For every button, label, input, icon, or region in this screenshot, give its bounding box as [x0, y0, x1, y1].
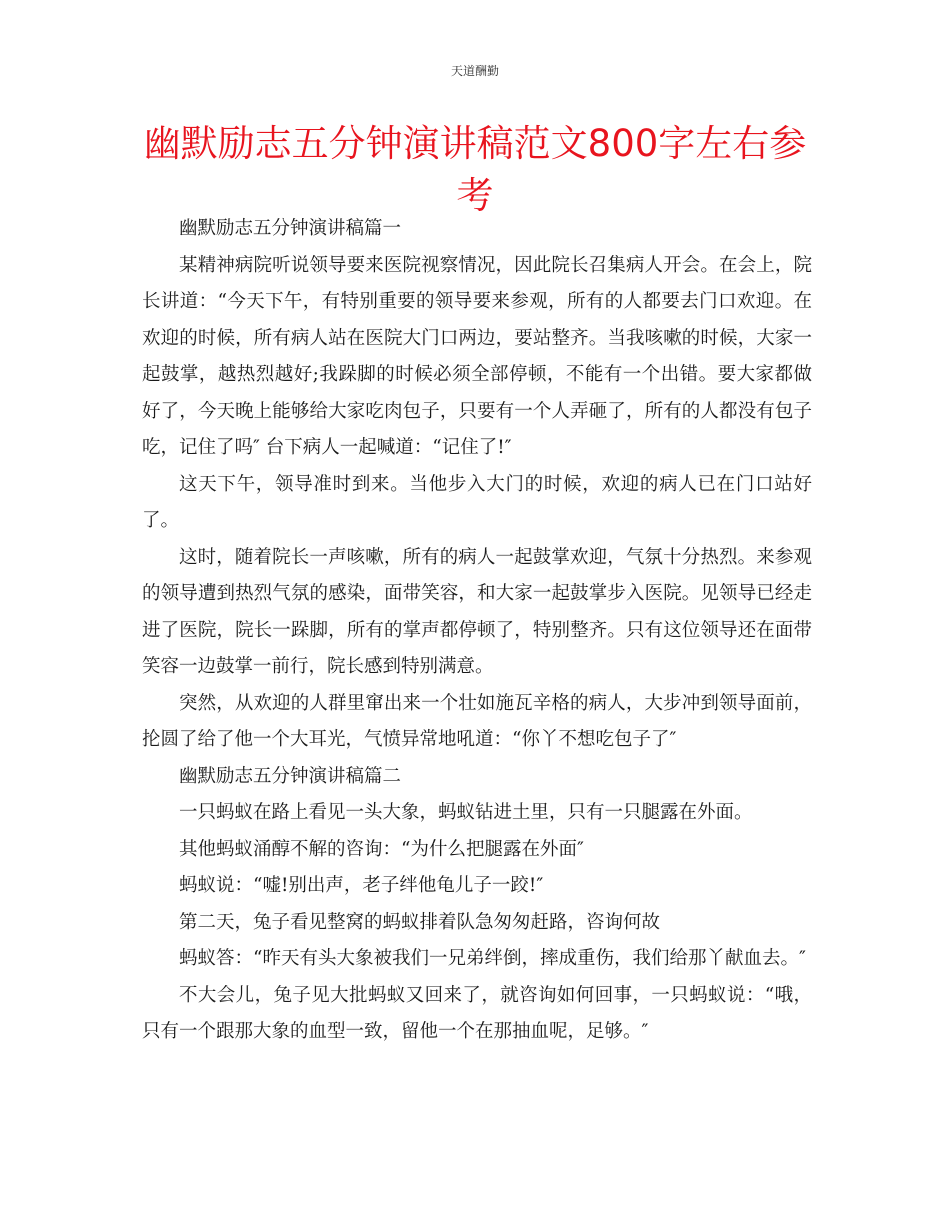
paragraph: 蚂蚁说：“嘘!别出声，老子绊他龟儿子一跤!″	[179, 875, 544, 896]
paragraph: 一只蚂蚁在路上看见一头大象，蚂蚁钻进土里，只有一只腿露在外面。	[179, 802, 753, 823]
paragraph: 不大会儿，兔子见大批蚂蚁又回来了，就咨询如何回事，一只蚂蚁说：“哦，只有一个跟那大象的血型一致，留他一个在那抽血呢，足够。″	[142, 984, 812, 1042]
section-heading-1: 幽默励志五分钟演讲稿篇一	[179, 218, 402, 239]
page-header: 天道酬勤	[450, 64, 499, 78]
section-heading-2: 幽默励志五分钟演讲稿篇二	[179, 765, 402, 787]
paragraph: 其他蚂蚁涌醇不解的咨询：“为什么把腿露在外面″	[179, 838, 584, 860]
paragraph: 某精神病院听说领导要来医院视察情况，因此院长召集病人开会。在会上，院长讲道：“今天下午，有特别重要的领导要来参观，所有的人都要去门口欢迎。在欢迎的时候，所有病人站在医院大门口两边，要站整齐。当我咳嗽的时候，大家一起鼓掌，越热烈越好;我跺脚的时候必须全部停顿，不能有一个出错。要大家都做好了，今天晚上能够给大家吃肉包子，只要有一个人弄砸了，所有的人都没有包子吃，记住了吗″ 台下病人一起喊道：“记住了!″	[142, 254, 812, 458]
paragraph: 突然，从欢迎的人群里窜出来一个壮如施瓦辛格的病人，大步冲到领导面前，抡圆了给了他一个大耳光，气愤异常地吼道：“你丫不想吃包子了″	[142, 692, 812, 750]
document-title: 幽默励志五分钟演讲稿范文800字左右参考	[143, 122, 807, 217]
paragraph: 这时，随着院长一声咳嗽，所有的病人一起鼓掌欢迎，气氛十分热烈。来参观的领导遭到热烈气氛的感染，面带笑容，和大家一起鼓掌步入医院。见领导已经走进了医院，院长一跺脚，所有的掌声都停顿了，特别整齐。只有这位领导还在面带笑容一边鼓掌一前行，院长感到特别满意。	[142, 546, 812, 677]
paragraph: 这天下午，领导准时到来。当他步入大门的时候，欢迎的病人已在门口站好了。	[142, 473, 812, 531]
document-body	[142, 211, 812, 1051]
paragraph: 第二天，兔子看见整窝的蚂蚁排着队急匆匆赶路，咨询何故	[179, 911, 661, 933]
paragraph: 蚂蚁答：“昨天有头大象被我们一兄弟绊倒，摔成重伤，我们给那丫献血去。″	[179, 948, 806, 969]
